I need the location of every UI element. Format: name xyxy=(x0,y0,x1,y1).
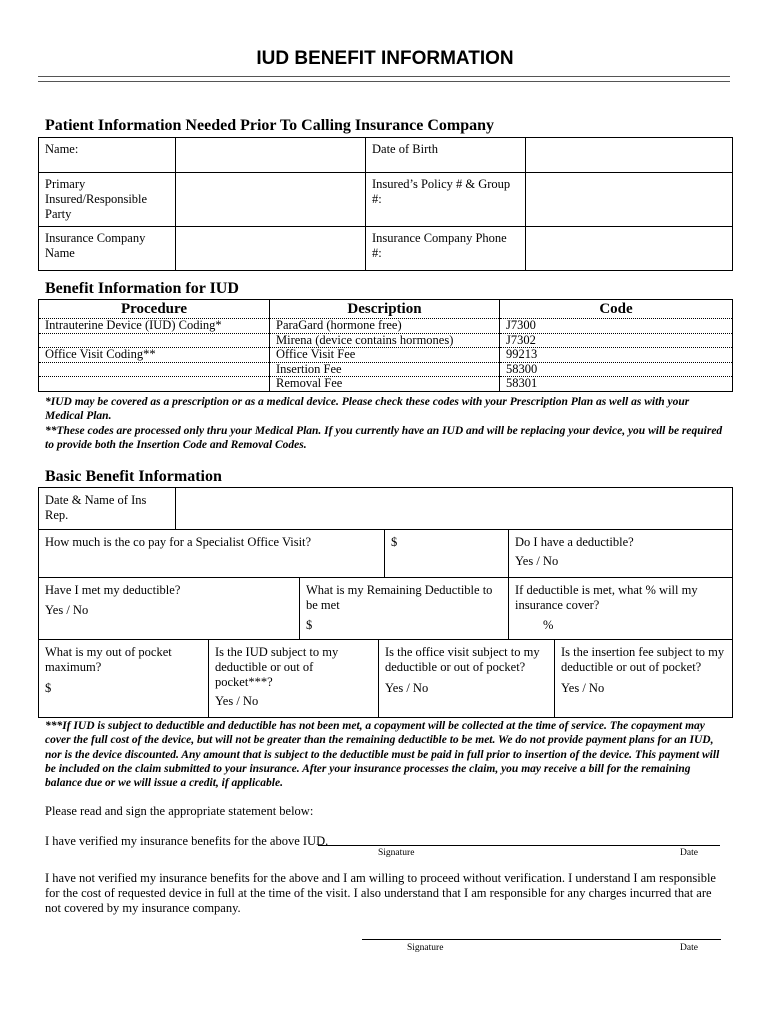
insertion-fee-subject-text: Is the insertion fee subject to my deductible or out of pocket? xyxy=(561,645,725,674)
procedure-header: Procedure xyxy=(39,300,270,319)
ins-rep-label: Date & Name of Ins Rep. xyxy=(39,488,176,530)
met-deductible-text: Have I met my deductible? xyxy=(45,583,181,597)
copay-table xyxy=(38,529,733,578)
primary-insured-field[interactable] xyxy=(176,173,366,227)
oop-max-question xyxy=(39,640,209,718)
procedure-cell xyxy=(39,333,270,348)
description-cell: Mirena (device contains hormones) xyxy=(270,333,500,348)
iud-subject-question xyxy=(209,640,379,718)
policy-group-field[interactable] xyxy=(526,173,733,227)
verified-signature-line[interactable] xyxy=(318,845,720,846)
verified-signature-label: Signature xyxy=(378,848,415,858)
remaining-deductible-question xyxy=(300,578,509,640)
procedure-cell xyxy=(39,377,270,392)
name-label: Name: xyxy=(39,138,176,173)
copay-amount-field[interactable]: $ xyxy=(385,530,509,578)
patient-info-table xyxy=(38,137,733,271)
office-visit-subject-yes-no[interactable]: Yes / No xyxy=(385,681,429,695)
ins-rep-field[interactable] xyxy=(176,488,733,530)
iud-coverage-note: *IUD may be covered as a prescription or as a medical device. Please check these codes with your Prescription Plan as well as with your Medical Plan. xyxy=(45,396,690,423)
description-cell: Insertion Fee xyxy=(270,362,500,377)
procedure-cell: Office Visit Coding** xyxy=(39,348,270,363)
coverage-percent-field[interactable]: % xyxy=(543,618,554,632)
coverage-percent-question xyxy=(509,578,733,640)
not-verified-date-label: Date xyxy=(680,943,698,953)
coverage-percent-text: If deductible is met, what % will my insurance cover? xyxy=(515,583,698,612)
page-title: IUD BENEFIT INFORMATION xyxy=(256,48,514,69)
insertion-fee-subject-question xyxy=(555,640,733,718)
insurance-company-label: Insurance Company Name xyxy=(39,227,176,271)
description-cell: Office Visit Fee xyxy=(270,348,500,363)
iud-subject-yes-no[interactable]: Yes / No xyxy=(215,694,259,708)
iud-subject-text: Is the IUD subject to my deductible or out of pocket***? xyxy=(215,645,339,689)
verified-date-label: Date xyxy=(680,848,698,858)
name-field[interactable] xyxy=(176,138,366,173)
basic-section-heading: Basic Benefit Information xyxy=(45,468,222,485)
oop-max-dollar[interactable]: $ xyxy=(45,681,52,695)
not-verified-statement: I have not verified my insurance benefits for the above and I am willing to proceed without verification. I understand I am responsible for the cost of requested device in full at the time of the visit. I also understand that I am responsible for any charges incurred that are not covered by my insurance company. xyxy=(45,871,716,915)
procedure-cell: Intrauterine Device (IUD) Coding* xyxy=(39,319,270,334)
office-visit-note: **These codes are processed only thru your Medical Plan. If you currently have an IUD and will be replacing your device, you will be required to provide both the Insertion Code and Removal Codes. xyxy=(45,425,723,452)
office-visit-subject-question xyxy=(379,640,555,718)
met-deductible-yes-no[interactable]: Yes / No xyxy=(45,603,89,617)
deductible-payment-note: ***If IUD is subject to deductible and deductible has not been met, a copayment will be collected at the time of service. The copayment may cover the full cost of the device, but will not be greater than the remaining deductible to be met. We do not provide payment plans for an IUD, nor is the device discounted. Any amount that is subject to the deductible must be paid in full prior to insertion of the device. This payment will be included on the claim submitted to your insurance. After your insurance processes the claim, you may receive a bill for the remaining balance due or we will issue a credit, if applicable. xyxy=(45,720,720,790)
code-cell: 58301 xyxy=(500,377,733,392)
procedure-codes-table xyxy=(38,299,733,392)
met-deductible-question xyxy=(39,578,300,640)
procedure-cell xyxy=(39,362,270,377)
insurance-phone-label: Insurance Company Phone #: xyxy=(366,227,526,271)
benefit-section-heading: Benefit Information for IUD xyxy=(45,280,239,297)
insurance-company-field[interactable] xyxy=(176,227,366,271)
description-cell: ParaGard (hormone free) xyxy=(270,319,500,334)
deductible-table xyxy=(38,577,733,640)
remaining-deductible-text: What is my Remaining Deductible to be met xyxy=(306,583,493,612)
deductible-question-text: Do I have a deductible? xyxy=(515,535,634,549)
description-cell: Removal Fee xyxy=(270,377,500,392)
description-header: Description xyxy=(270,300,500,319)
remaining-deductible-dollar[interactable]: $ xyxy=(306,618,313,632)
code-cell: J7302 xyxy=(500,333,733,348)
code-cell: 99213 xyxy=(500,348,733,363)
deductible-yes-no[interactable]: Yes / No xyxy=(515,554,559,568)
oop-max-text: What is my out of pocket maximum? xyxy=(45,645,172,674)
not-verified-signature-label: Signature xyxy=(407,943,444,953)
ins-rep-table xyxy=(38,487,733,530)
not-verified-signature-line[interactable] xyxy=(362,939,721,940)
code-cell: J7300 xyxy=(500,319,733,334)
insertion-fee-subject-yes-no[interactable]: Yes / No xyxy=(561,681,605,695)
deductible-question xyxy=(509,530,733,578)
primary-insured-label: Primary Insured/Responsible Party xyxy=(39,173,176,227)
sign-instruction: Please read and sign the appropriate statement below: xyxy=(45,804,314,818)
policy-group-label: Insured’s Policy # & Group #: xyxy=(366,173,526,227)
code-header: Code xyxy=(500,300,733,319)
dob-label: Date of Birth xyxy=(366,138,526,173)
patient-section-heading: Patient Information Needed Prior To Calling Insurance Company xyxy=(45,117,495,134)
verified-statement: I have verified my insurance benefits for the above IUD. xyxy=(45,834,329,848)
copay-question: How much is the co pay for a Specialist Office Visit? xyxy=(39,530,385,578)
dob-field[interactable] xyxy=(526,138,733,173)
title-divider xyxy=(38,76,730,82)
insurance-phone-field[interactable] xyxy=(526,227,733,271)
office-visit-subject-text: Is the office visit subject to my deductible or out of pocket? xyxy=(385,645,540,674)
out-of-pocket-table xyxy=(38,639,733,718)
code-cell: 58300 xyxy=(500,362,733,377)
